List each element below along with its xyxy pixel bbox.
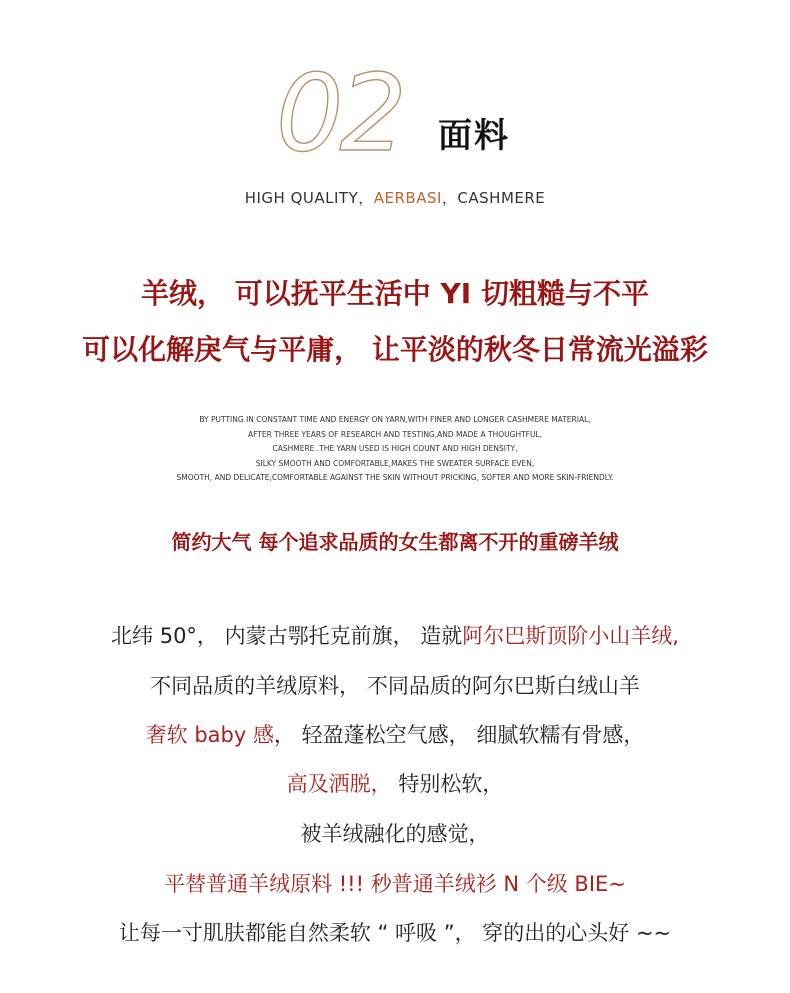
body-line-2: 不同品质的羊绒原料， 不同品质的阿尔巴斯白绒山羊 [150, 674, 640, 698]
english-line-5: SMOOTH, AND DELICATE,COMFORTABLE AGAINST THE SKIN WITHOUT PRICKING, SOFTER AND MORE SKIN-FRIENDLY. [176, 473, 614, 483]
body-line-3-text: ， 轻盈蓬松空气感， 细腻软糯有骨感， [273, 723, 645, 747]
subtitle-part-1: HIGH QUALITY， [244, 189, 374, 207]
section-number-text: 02 [276, 58, 403, 163]
body-line-3 [0, 719, 790, 749]
english-line-2: AFTER THREE YEARS OF RESEARCH AND TESTING,AND MADE A THOUGHTFUL, [247, 429, 543, 439]
subtitle-brand: AERBASI [373, 189, 442, 207]
subtitle [0, 187, 790, 208]
body-line-1-highlight: 阿尔巴斯顶阶小山羊绒, [462, 624, 679, 648]
subtitle-part-3: ，CASHMERE [441, 189, 546, 207]
body-line-5: 被羊绒融化的感觉， [300, 822, 490, 846]
body-line-4 [0, 768, 790, 798]
english-line-4: SILKY SMOOTH AND COMFORTABLE,MAKES THE SWEATER SURFACE EVEN, [255, 458, 535, 468]
section-number [276, 58, 426, 163]
body-line-4-text: 特别松软， [391, 772, 504, 796]
english-line-1: BY PUTTING IN CONSTANT TIME AND ENERGY ON YARN,WITH FINER AND LONGER CASHMERE MATERIAL, [199, 415, 591, 424]
body-line-3-highlight: 奢软 baby 感 [145, 723, 274, 747]
section-number-outline [276, 58, 426, 163]
body-line-6: 平替普通羊绒原料 !!! 秒普通羊绒衫 N 个级 BIE~ [164, 872, 626, 896]
body-line-1 [0, 620, 790, 650]
headline-2: 可以化解戾气与平庸， 让平淡的秋冬日常流光溢彩 [82, 333, 708, 366]
english-line-3: CASHMERE .THE YARN USED IS HIGH COUNT AND HIGH DENSITY, [272, 444, 518, 454]
body-line-4-highlight: 高及洒脱， [286, 772, 392, 796]
body-line-7: 让每一寸肌肤都能自然柔软 “ 呼吸 ”， 穿的出的心头好 ~~ [118, 921, 672, 945]
section-title: 面料 [438, 116, 510, 156]
tagline: 简约大气 每个追求品质的女生都离不开的重磅羊绒 [171, 530, 619, 554]
body-line-1-text: 北纬 50°， 内蒙古鄂托克前旗， 造就 [111, 624, 463, 648]
section-header [0, 58, 790, 168]
english-description [0, 413, 790, 486]
headline-1: 羊绒， 可以抚平生活中 YI 切粗糙与不平 [141, 277, 649, 310]
